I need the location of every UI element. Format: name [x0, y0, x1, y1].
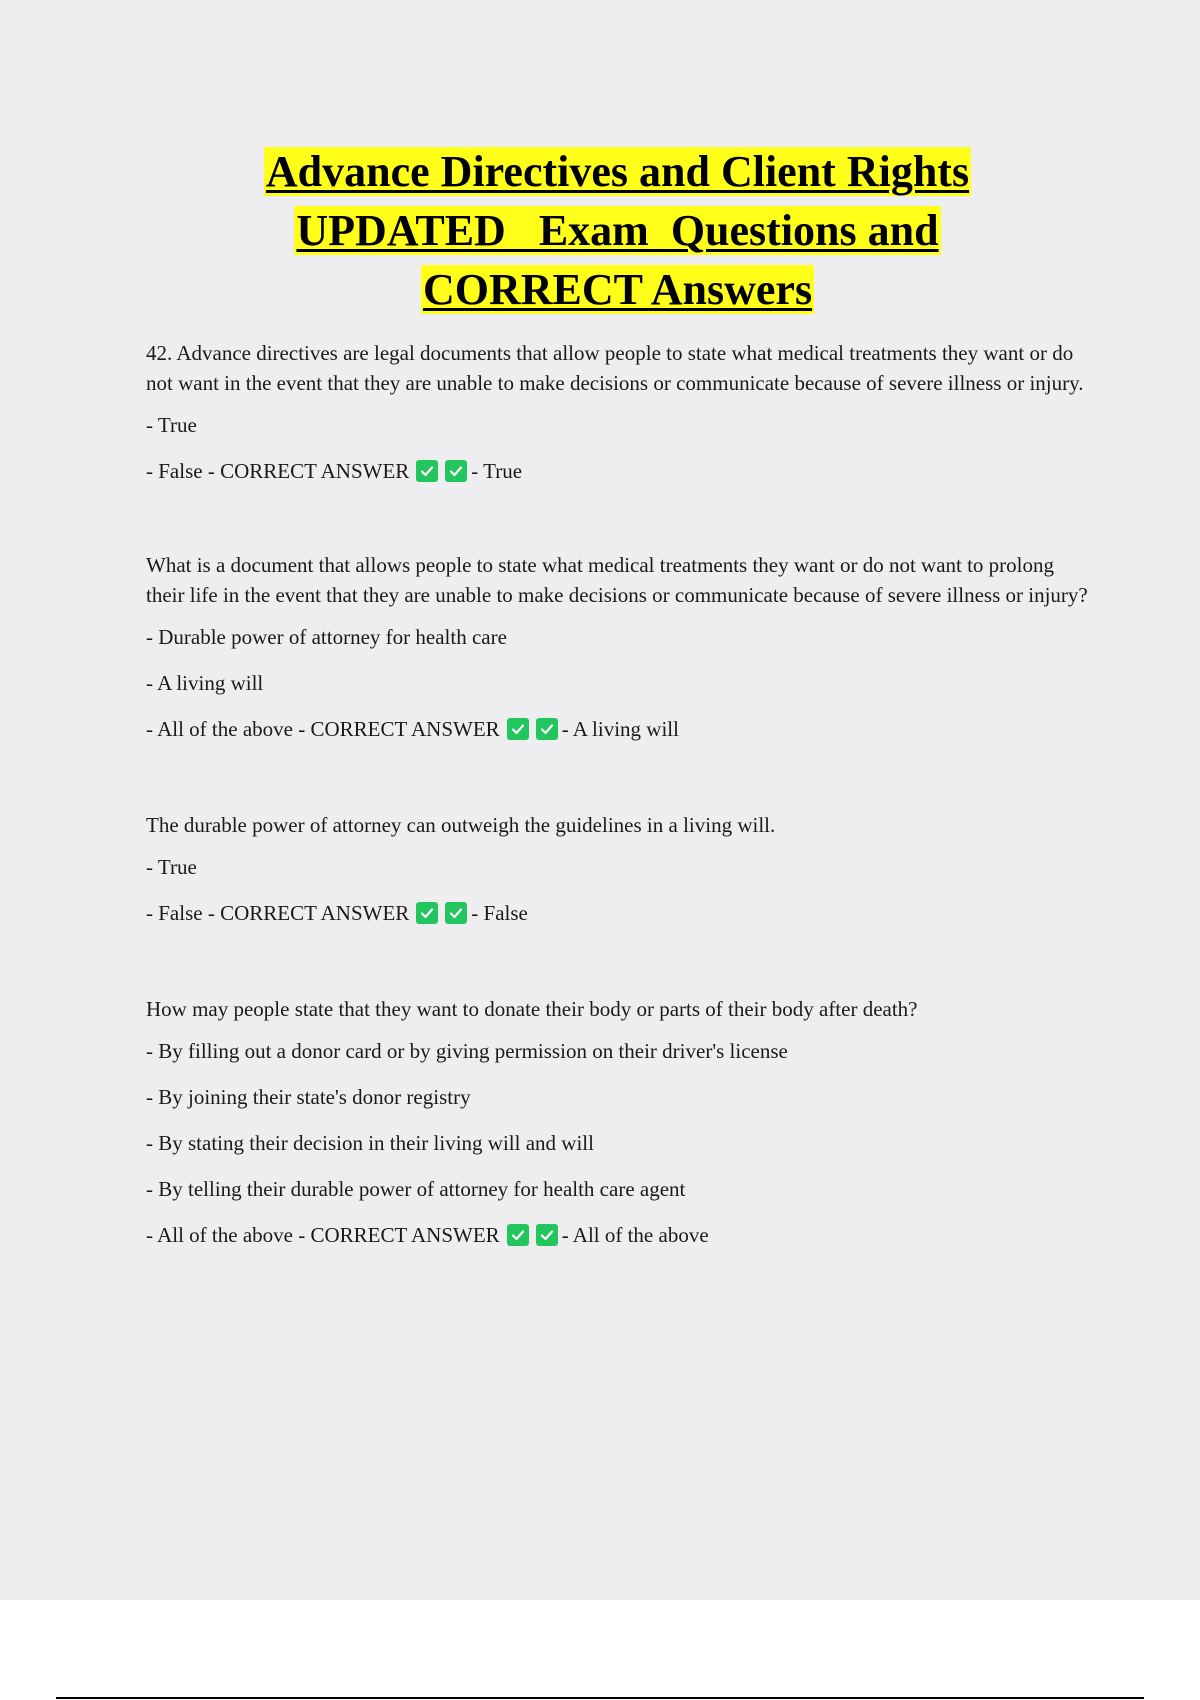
title-line	[0, 142, 1200, 201]
question-text: 42. Advance directives are legal documents that allow people to state what medical treatments they want or do not want in the event that they are unable to make decisions or communicate because of severe illness or injury.	[146, 341, 1084, 395]
check-mark-icon	[507, 1224, 529, 1246]
correct-answer-line	[146, 1220, 1096, 1250]
answer-option: - By stating their decision in their living will and will	[146, 1131, 594, 1155]
correct-answer-label: - All of the above - CORRECT ANSWER	[146, 717, 500, 741]
correct-answer-label: - False - CORRECT ANSWER	[146, 901, 410, 925]
title-line	[0, 201, 1200, 260]
title-line	[0, 260, 1200, 319]
check-mark-icon	[445, 902, 467, 924]
title-text: CORRECT Answers	[422, 265, 813, 314]
correct-answer-label: - False - CORRECT ANSWER	[146, 459, 410, 483]
correct-answer-value: - All of the above	[561, 1223, 709, 1247]
check-mark-icon	[536, 1224, 558, 1246]
correct-answer-line	[146, 456, 1096, 486]
question-block	[146, 338, 1096, 486]
correct-answer-line	[146, 898, 1096, 928]
answer-option: - By joining their state's donor registry	[146, 1085, 471, 1109]
correct-answer-line	[146, 714, 1096, 744]
title-text: Advance Directives and Client Rights	[265, 147, 970, 196]
answer-option: - True	[146, 413, 197, 437]
questions-list	[146, 338, 1096, 1250]
check-mark-icon	[507, 718, 529, 740]
answer-option: - A living will	[146, 671, 264, 695]
answer-option: - By filling out a donor card or by giving permission on their driver's license	[146, 1039, 788, 1063]
check-mark-icon	[445, 460, 467, 482]
question-block	[146, 550, 1096, 744]
correct-answer-label: - All of the above - CORRECT ANSWER	[146, 1223, 500, 1247]
question-block	[146, 810, 1096, 928]
answer-option: - True	[146, 855, 197, 879]
correct-answer-value: - A living will	[561, 717, 679, 741]
footer-divider	[56, 1697, 1144, 1699]
correct-answer-value: - False	[471, 901, 528, 925]
document-title	[0, 142, 1200, 319]
check-mark-icon	[416, 902, 438, 924]
question-text: How may people state that they want to donate their body or parts of their body after death?	[146, 997, 918, 1021]
question-text: What is a document that allows people to state what medical treatments they want or do not want to prolong their life in the event that they are unable to make decisions or communicate because of severe illness or injury?	[146, 553, 1088, 607]
check-mark-icon	[416, 460, 438, 482]
spacer	[146, 486, 1096, 550]
check-mark-icon	[536, 718, 558, 740]
correct-answer-value: - True	[471, 459, 523, 483]
answer-option: - Durable power of attorney for health care	[146, 625, 507, 649]
spacer	[146, 744, 1096, 810]
question-block	[146, 994, 1096, 1250]
spacer	[146, 928, 1096, 994]
question-text: The durable power of attorney can outweigh the guidelines in a living will.	[146, 813, 776, 837]
answer-option: - By telling their durable power of attorney for health care agent	[146, 1177, 686, 1201]
title-text: UPDATED Exam Questions and	[296, 206, 939, 255]
